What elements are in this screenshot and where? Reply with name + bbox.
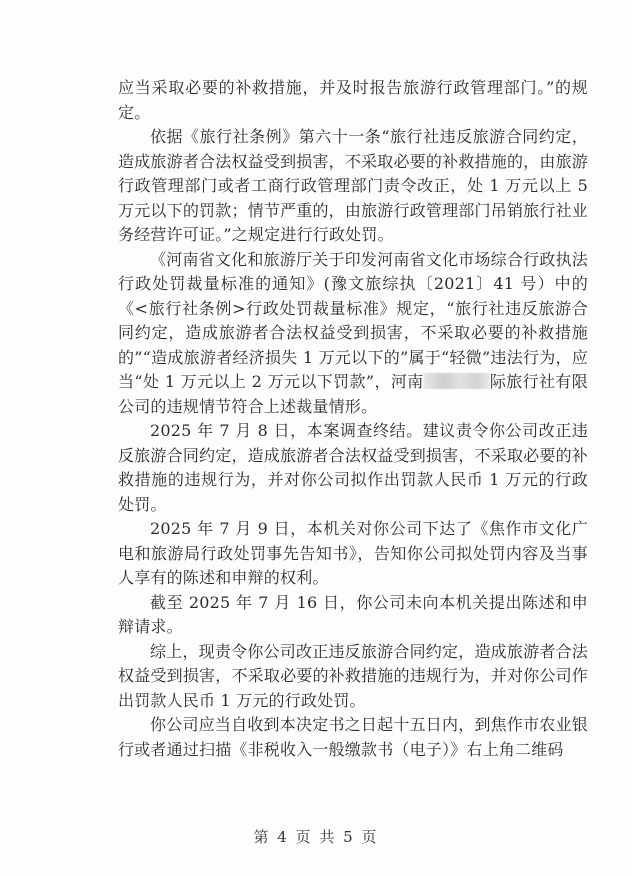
redacted-company-name	[424, 373, 490, 389]
paragraph-text-before-redaction: 《河南省文化和旅游厅关于印发河南省文化市场综合行政执法行政处罚裁量标准的通知》(豫文旅综执〔2021〕41 号）中的《<旅行社条例>行政处罚裁量标准》规定，“旅行社违反旅游合同约定，造成旅游者合法权益受到损害，不采取必要的补救措施的”“造成旅游者经济损失 1 万元以下的”属于“轻微”违法行为，应当“处 1 万元以上 2 万元以下罚款”，河南	[118, 249, 588, 391]
paragraph-payment-instructions: 你公司应当自收到本决定书之日起十五日内，到焦作市农业银行或者通过扫描《非税收入一般缴款书（电子）》右上角二维码	[118, 715, 588, 759]
paragraph-no-statement: 截至 2025 年 7 月 16 日，你公司未向本机关提出陈述和申辩请求。	[118, 592, 588, 636]
paragraph-prior-notice: 2025 年 7 月 9 日，本机关对你公司下达了《焦作市文化广电和旅游局行政处罚事先告知书》，告知你公司拟处罚内容及当事人享有的陈述和申辩的权利。	[118, 519, 588, 587]
paragraph-investigation-concluded: 2025 年 7 月 8 日，本案调查终结。建议责令你公司改正违反旅游合同约定，造成旅游者合法权益受到损害，不采取必要的补救措施的违规行为，并对你公司拟作出罚款人民币 1 万元的行政处罚。	[118, 421, 588, 514]
paragraph-text-after-redaction: 际旅行社有限公司的违规情节符合上述裁量情形。	[118, 372, 588, 416]
paragraph-discretion-standard	[118, 248, 588, 420]
page-number-footer: 第 4 页 共 5 页	[253, 828, 379, 846]
paragraph-decision: 综上，现责令你公司改正违反旅游合同约定，造成旅游者合法权益受到损害，不采取必要的补救措施的违规行为，并对你公司作出罚款人民币 1 万元的行政处罚。	[118, 641, 588, 710]
paragraph-legal-basis: 依据《旅行社条例》第六十一条“旅行社违反旅游合同约定，造成旅游者合法权益受到损害，不采取必要的补救措施的，由旅游行政管理部门或者工商行政管理部门责令改正，处 1 万元以上 5 万元以下的罚款；情节严重的，由旅游行政管理部门吊销旅行社业务经营许可证。”之规定进行行政处罚。	[118, 127, 588, 244]
document-body	[118, 76, 588, 762]
paragraph-continuation: 应当采取必要的补救措施，并及时报告旅游行政管理部门。”的规定。	[118, 78, 588, 122]
